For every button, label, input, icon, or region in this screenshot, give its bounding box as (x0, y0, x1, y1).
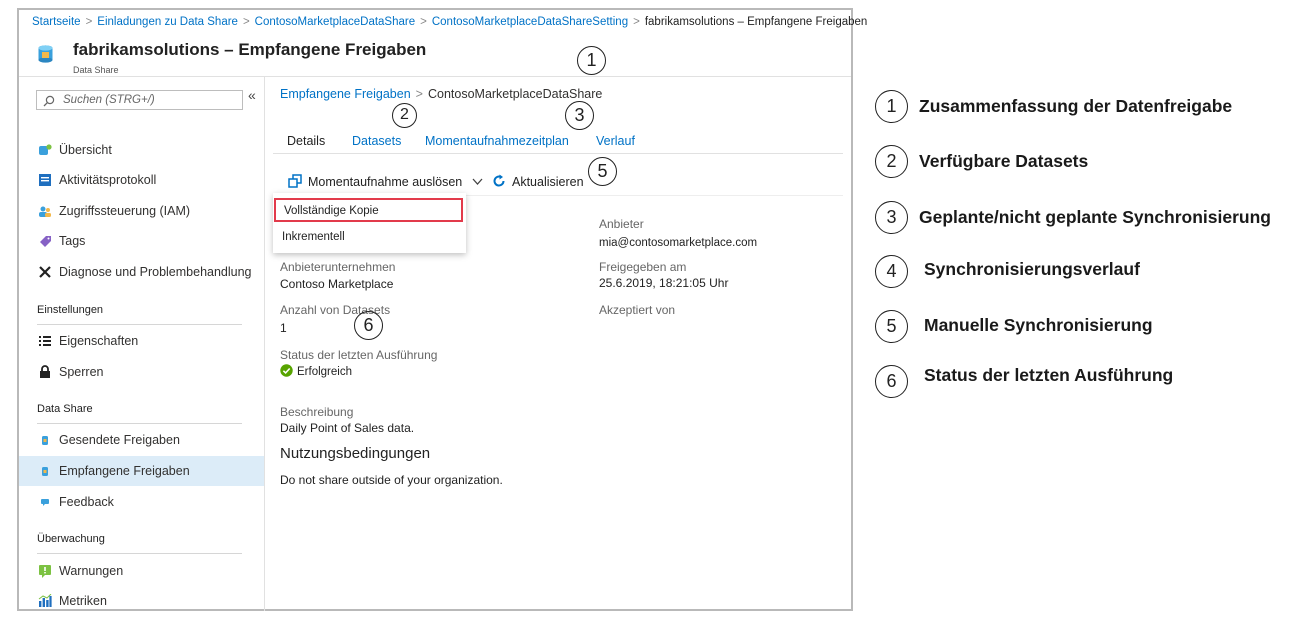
provider-company-value: Contoso Marketplace (280, 277, 394, 291)
section-divider (37, 423, 242, 424)
section-header-settings: Einstellungen (37, 304, 104, 316)
properties-icon (38, 334, 52, 348)
share-icon (38, 433, 52, 447)
sidebar-item-properties[interactable] (19, 326, 264, 356)
lock-icon (38, 365, 52, 379)
sidebar-item-metrics[interactable] (19, 586, 264, 616)
sidebar-item-label: Warnungen (59, 564, 124, 578)
sidebar-item-activity-log[interactable] (19, 165, 264, 195)
description-value: Daily Point of Sales data. (280, 421, 415, 435)
shared-on-value: 25.6.2019, 18:21:05 Uhr (599, 276, 729, 290)
refresh-button[interactable] (492, 174, 584, 189)
section-header-datashare: Data Share (37, 403, 93, 415)
sidebar-item-label: Zugriffssteuerung (IAM) (59, 204, 191, 218)
callout-6: 6 (354, 311, 383, 340)
page-title: fabrikamsolutions – Empfangene Freigaben (73, 40, 427, 59)
sidebar-item-label: Eigenschaften (59, 334, 139, 348)
tab-bar (273, 117, 843, 154)
pane-breadcrumb-current: ContosoMarketplaceDataShare (427, 87, 603, 101)
legend-text-3: Geplante/nicht geplante Synchronisierung (919, 207, 1271, 227)
shared-on-label: Freigegeben am (599, 260, 687, 274)
sidebar-item-label: Sperren (59, 365, 104, 379)
trigger-snapshot-button[interactable] (288, 174, 483, 189)
activity-log-icon (38, 173, 52, 187)
sidebar-item-label: Aktivitätsprotokoll (59, 173, 157, 187)
sidebar-item-tags[interactable] (19, 226, 264, 256)
sidebar-item-label: Übersicht (59, 143, 112, 157)
portal-window (17, 8, 868, 611)
tab-datasets[interactable]: Datasets (352, 134, 402, 148)
sidebar-item-diagnose[interactable] (19, 257, 264, 287)
breadcrumb-setting[interactable]: ContosoMarketplaceDataShareSetting (431, 16, 629, 28)
sidebar (19, 77, 265, 611)
last-run-label: Status der letzten Ausführung (280, 348, 438, 362)
last-run-status (280, 364, 352, 378)
legend-text-1: Zusammenfassung der Datenfreigabe (919, 96, 1233, 116)
sidebar-item-sent-shares[interactable] (19, 425, 264, 455)
description-label: Beschreibung (280, 405, 354, 419)
accepted-by-label: Akzeptiert von (599, 303, 676, 317)
callout-3: 3 (565, 101, 594, 130)
iam-icon (38, 204, 52, 218)
sidebar-item-label: Metriken (59, 594, 107, 608)
success-icon (280, 364, 293, 377)
callout-1: 1 (577, 46, 606, 75)
provider-value: mia@contosomarketplace.com (599, 237, 758, 249)
callout-5: 5 (588, 157, 617, 186)
sidebar-item-received-shares[interactable] (19, 456, 264, 486)
resource-header (19, 36, 851, 77)
sidebar-item-iam[interactable] (19, 196, 264, 226)
callout-2: 2 (392, 103, 417, 128)
refresh-label: Aktualisieren (512, 175, 584, 189)
page-subtitle: Data Share (73, 65, 119, 75)
legend-num-5: 5 (875, 310, 908, 343)
sidebar-item-label: Gesendete Freigaben (59, 433, 180, 447)
sidebar-item-label: Empfangene Freigaben (59, 464, 190, 478)
refresh-icon (492, 174, 506, 188)
sidebar-item-label: Feedback (59, 495, 114, 509)
tab-snapshot-schedule[interactable]: Momentaufnahmezeitplan (425, 134, 569, 148)
search-icon (43, 95, 55, 107)
terms-heading: Nutzungsbedingungen (280, 445, 431, 462)
share-icon (38, 464, 52, 478)
sidebar-item-label: Tags (59, 234, 86, 248)
legend-text-2: Verfügbare Datasets (919, 151, 1089, 171)
breadcrumb-invitations[interactable]: Einladungen zu Data Share (97, 16, 238, 28)
sidebar-item-locks[interactable] (19, 357, 264, 387)
sidebar-item-label: Diagnose und Problembehandlung (59, 265, 252, 279)
last-run-value: Erfolgreich (297, 366, 352, 378)
legend-num-3: 3 (875, 201, 908, 234)
data-share-icon (38, 45, 53, 63)
section-divider (37, 324, 242, 325)
provider-label: Anbieter (599, 217, 644, 231)
collapse-sidebar-button[interactable]: « (248, 87, 256, 103)
legend-num-1: 1 (875, 90, 908, 123)
dataset-count-value: 1 (280, 321, 287, 335)
main-pane (265, 77, 851, 611)
legend-num-2: 2 (875, 145, 908, 178)
feedback-icon (38, 495, 52, 509)
trigger-snapshot-label: Momentaufnahme auslösen (308, 175, 463, 189)
tab-details[interactable]: Details (287, 134, 326, 148)
section-divider (37, 553, 242, 554)
provider-company-label: Anbieterunternehmen (280, 260, 396, 274)
breadcrumb-datashare[interactable]: ContosoMarketplaceDataShare (254, 16, 416, 28)
legend-num-6: 6 (875, 365, 908, 398)
sidebar-item-feedback[interactable] (19, 487, 264, 517)
dataset-count-label: Anzahl von Datasets (280, 303, 391, 317)
overview-icon (38, 143, 52, 157)
breadcrumb-current: fabrikamsolutions – Empfangene Freigaben (644, 16, 868, 28)
search-placeholder: Suchen (STRG+/) (63, 94, 155, 106)
search-input[interactable] (36, 90, 243, 110)
pane-breadcrumb: Empfangene Freigaben > ContosoMarketplaceDataShare (280, 87, 603, 101)
breadcrumb: Startseite > Einladungen zu Data Share > ContosoMarketplaceDataShare > ContosoMarketplaceDataShareSetting > fabrikamsolutions – Empfangene Freigaben (32, 16, 868, 28)
legend-text-5: Manuelle Synchronisierung (924, 315, 1153, 335)
command-bar (273, 161, 843, 196)
terms-value: Do not share outside of your organization. (280, 473, 503, 487)
legend-text-6: Status der letzten Ausführung (924, 365, 1174, 385)
sidebar-item-overview[interactable] (19, 135, 264, 165)
metrics-icon (38, 594, 52, 608)
incremental-option[interactable]: Inkrementell (282, 231, 345, 243)
wrench-icon (38, 265, 52, 279)
snapshot-icon (288, 174, 302, 188)
section-header-monitoring: Überwachung (37, 533, 105, 545)
tab-history[interactable]: Verlauf (596, 134, 635, 148)
alert-icon (38, 564, 52, 578)
snapshot-type-dropdown (273, 193, 466, 253)
breadcrumb-home[interactable]: Startseite (32, 16, 81, 28)
tag-icon (38, 234, 52, 248)
chevron-down-icon (472, 178, 483, 186)
sidebar-item-alerts[interactable] (19, 556, 264, 586)
legend-text-4: Synchronisierungsverlauf (924, 259, 1140, 279)
full-copy-option[interactable]: Vollständige Kopie (274, 198, 463, 222)
legend-num-4: 4 (875, 255, 908, 288)
pane-breadcrumb-link[interactable]: Empfangene Freigaben (280, 87, 411, 101)
